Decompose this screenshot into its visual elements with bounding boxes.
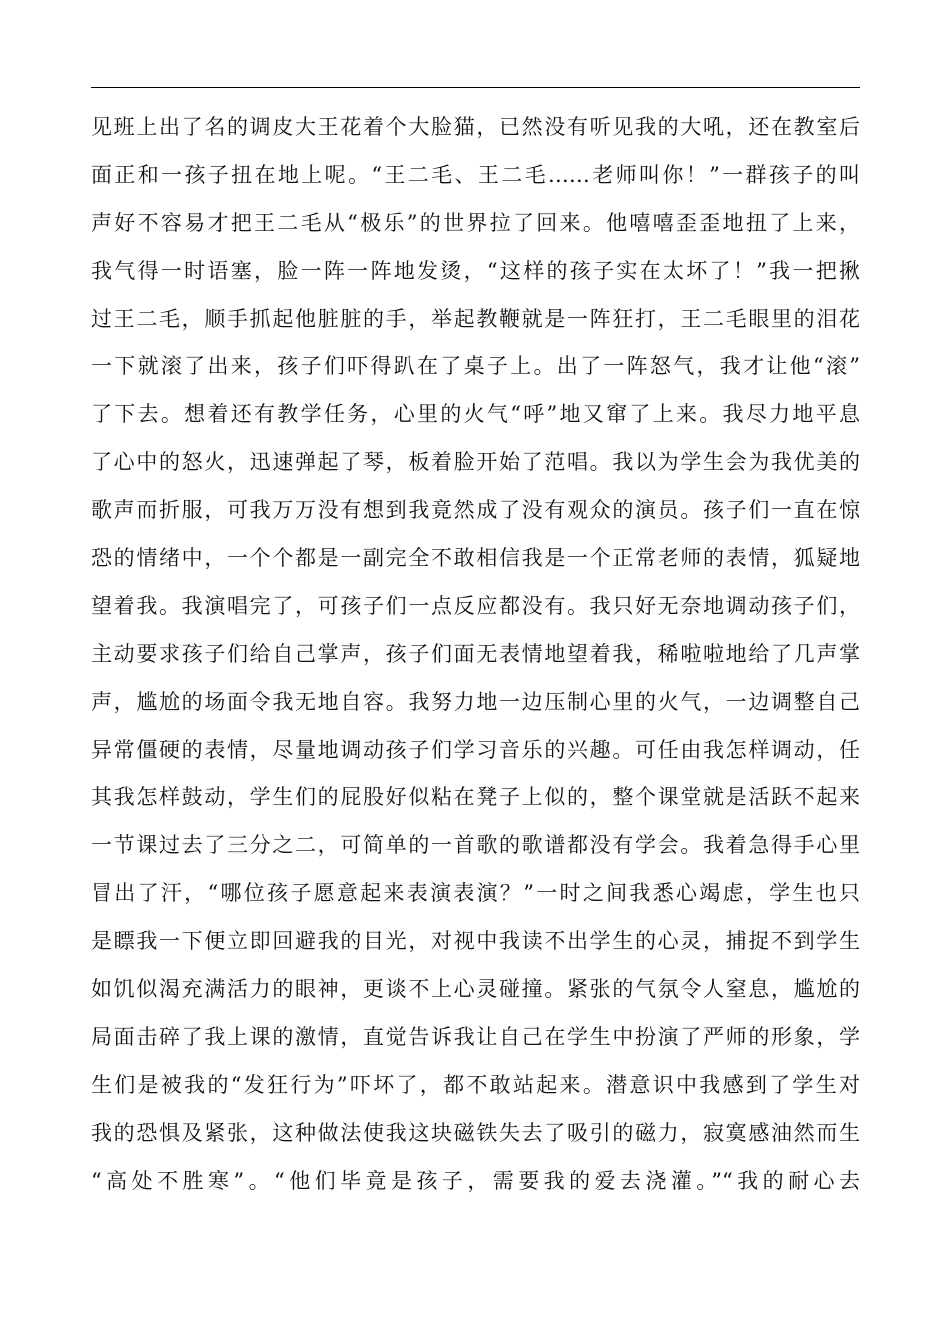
text-line: 其我怎样鼓动，学生们的屁股好似粘在凳子上似的，整个课堂就是活跃不起来 [91, 785, 860, 810]
text-line: 我气得一时语塞，脸一阵一阵地发烫，“这样的孩子实在太坏了！”我一把揪 [91, 258, 860, 283]
text-line: 我的恐惧及紧张，这种做法使我这块磁铁失去了吸引的磁力，寂寞感油然而生 [91, 1120, 860, 1145]
text-line: 恐的情绪中，一个个都是一副完全不敢相信我是一个正常老师的表情，狐疑地 [91, 546, 860, 571]
text-line: 异常僵硬的表情，尽量地调动孩子们学习音乐的兴趣。可任由我怎样调动，任 [91, 737, 860, 762]
header-rule [91, 87, 860, 88]
text-line: 是瞟我一下便立即回避我的目光，对视中我读不出学生的心灵，捕捉不到学生 [91, 929, 860, 954]
text-line: 主动要求孩子们给自己掌声，孩子们面无表情地望着我，稀啦啦地给了几声掌 [91, 641, 860, 666]
text-line: 声好不容易才把王二毛从“极乐”的世界拉了回来。他嘻嘻歪歪地扭了上来， [91, 210, 860, 235]
text-line: 冒出了汗，“哪位孩子愿意起来表演表演？”一时之间我悉心竭虑，学生也只 [91, 881, 860, 906]
body-text [91, 104, 860, 1205]
text-line: 生们是被我的“发狂行为”吓坏了，都不敢站起来。潜意识中我感到了学生对 [91, 1072, 860, 1097]
text-line: 声，尴尬的场面令我无地自容。我努力地一边压制心里的火气，一边调整自己 [91, 689, 860, 714]
text-line: “高处不胜寒”。“他们毕竟是孩子，需要我的爱去浇灌。”“我的耐心去 [91, 1168, 860, 1193]
text-line: 望着我。我演唱完了，可孩子们一点反应都没有。我只好无奈地调动孩子们， [91, 593, 860, 618]
text-line: 一节课过去了三分之二，可简单的一首歌的歌谱都没有学会。我着急得手心里 [91, 833, 860, 858]
text-line: 如饥似渴充满活力的眼神，更谈不上心灵碰撞。紧张的气氛令人窒息，尴尬的 [91, 977, 860, 1002]
text-line: 局面击碎了我上课的激情，直觉告诉我让自己在学生中扮演了严师的形象，学 [91, 1024, 860, 1049]
text-line: 了心中的怒火，迅速弹起了琴，板着脸开始了范唱。我以为学生会为我优美的 [91, 450, 860, 475]
text-line: 了下去。想着还有教学任务，心里的火气“呼”地又窜了上来。我尽力地平息 [91, 402, 860, 427]
text-line: 歌声而折服，可我万万没有想到我竟然成了没有观众的演员。孩子们一直在惊 [91, 498, 860, 523]
text-line: 一下就滚了出来，孩子们吓得趴在了桌子上。出了一阵怒气，我才让他“滚” [91, 354, 860, 379]
text-line: 过王二毛，顺手抓起他脏脏的手，举起教鞭就是一阵狂打，王二毛眼里的泪花 [91, 306, 860, 331]
text-line: 见班上出了名的调皮大王花着个大脸猫，已然没有听见我的大吼，还在教室后 [91, 115, 860, 139]
text-line: 面正和一孩子扭在地上呢。“王二毛、王二毛……老师叫你！”一群孩子的叫 [91, 162, 860, 187]
